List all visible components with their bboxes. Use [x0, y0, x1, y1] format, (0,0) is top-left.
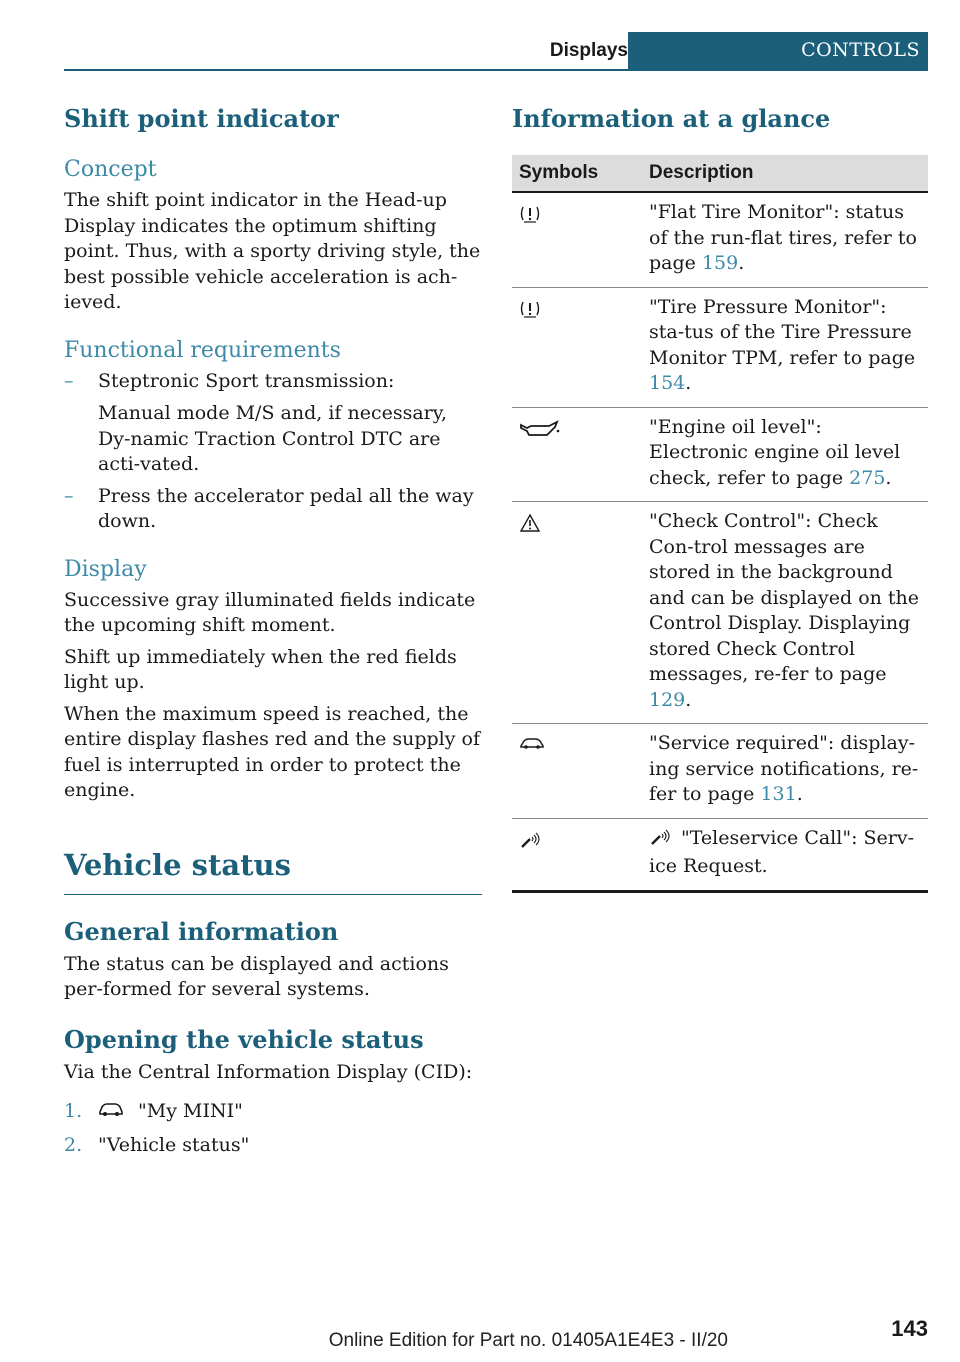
- page-link[interactable]: 131: [760, 783, 797, 805]
- display-text-3: When the maximum speed is reached, the entire display flashes red and the supply of fuel is interrupted in order to protect the engine.: [64, 702, 480, 801]
- symbol-cell: [512, 724, 642, 819]
- symbol-cell: [512, 818, 642, 891]
- section-title: Shift point indicator: [64, 104, 339, 133]
- display-heading: Display: [64, 556, 147, 582]
- list-item: [64, 369, 482, 478]
- description-text: "Check Control": Check Con-trol messages are stored in the background and can be displayed on the Control Display. Displaying stored Check Control messages, re-fer to page: [649, 510, 920, 685]
- description-text: "Tire Pressure Monitor": sta-tus of the Tire Pressure Monitor TPM, refer to page: [649, 295, 916, 369]
- symbols-table: [512, 155, 928, 893]
- page-link[interactable]: 275: [849, 466, 886, 489]
- description-cell: [642, 724, 928, 819]
- page-link[interactable]: 129: [649, 688, 686, 711]
- car-icon: [98, 1099, 124, 1125]
- dash-mark: –: [64, 369, 74, 392]
- symbol-cell: [512, 502, 642, 724]
- display-text-1: Successive gray illuminated fields indicate the upcoming shift moment.: [64, 588, 476, 636]
- description-text: "Flat Tire Monitor": status of the run-flat tires, refer to page: [649, 201, 917, 274]
- description-cell: [642, 192, 928, 287]
- description-cell: [642, 502, 928, 724]
- car-service-icon: [519, 735, 635, 751]
- description-text: "Engine oil level": Electronic engine oil level check, refer to page: [649, 415, 901, 489]
- header-chapter: CONTROLS: [628, 32, 928, 69]
- teleservice-icon: [649, 827, 671, 855]
- warning-triangle-icon: [519, 513, 635, 533]
- description-cell: [642, 407, 928, 502]
- concept-heading: Concept: [64, 157, 157, 182]
- symbol-cell: [512, 192, 642, 287]
- table-section-title: Information at a glance: [512, 104, 831, 133]
- oil-can-icon: [519, 419, 635, 439]
- description-cell: [642, 818, 928, 891]
- symbol-cell: [512, 287, 642, 407]
- page-number: 143: [891, 1316, 928, 1341]
- footer-edition: Online Edition for Part no. 01405A1E4E3 - II/20: [328, 1330, 728, 1351]
- step-number: 2.: [64, 1133, 83, 1156]
- list-item-subtext: Manual mode M/S and, if necessary, Dy-namic Traction Control DTC are acti-vated.: [98, 402, 447, 475]
- table-header-row: [512, 155, 928, 192]
- table-row: [512, 287, 928, 407]
- general-heading: General information: [64, 916, 339, 946]
- steps-list: [64, 1099, 482, 1158]
- concept-text: The shift point indicator in the Head-up Display indicates the optimum shifting point. Thus, with a sporty driving style, the best possible vehicle acceleration is ach-ieved.: [64, 189, 481, 313]
- display-text-2: Shift up immediately when the red fields light up.: [64, 645, 457, 693]
- chapter-title: Vehicle status: [64, 847, 291, 882]
- list-item: [64, 484, 482, 535]
- requirements-heading: Functional requirements: [64, 337, 341, 363]
- table-row: [512, 192, 928, 287]
- page-link[interactable]: 154: [649, 372, 686, 394]
- page-header: [64, 32, 928, 71]
- column-header-description: Description: [642, 155, 928, 192]
- header-section: Displays: [549, 40, 628, 61]
- page-link[interactable]: 159: [701, 252, 739, 274]
- column-header-symbols: Symbols: [512, 155, 642, 192]
- description-end: .: [885, 466, 892, 489]
- step-number: 1.: [64, 1100, 83, 1122]
- list-item-text: Steptronic Sport transmission:: [98, 369, 395, 392]
- table-row: [512, 502, 928, 724]
- description-end: .: [796, 783, 803, 805]
- requirements-list: [64, 369, 482, 535]
- symbol-cell: [512, 407, 642, 502]
- general-text: The status can be displayed and actions per-formed for several systems.: [64, 952, 449, 1000]
- step-text: "My MINI": [138, 1100, 243, 1122]
- description-cell: [642, 287, 928, 407]
- description-text: "Teleservice Call": Serv-ice Request.: [649, 826, 915, 877]
- table-row: [512, 407, 928, 502]
- description-end: .: [685, 688, 692, 711]
- header-rule: [64, 69, 928, 71]
- list-item-text: Press the accelerator pedal all the way down.: [98, 484, 474, 532]
- table-row: [512, 724, 928, 819]
- teleservice-icon: [519, 830, 635, 850]
- tire-warning-icon: [519, 299, 635, 319]
- list-item: [64, 1133, 482, 1159]
- opening-text: Via the Central Information Display (CID):: [64, 1060, 473, 1083]
- description-text: "Service required": display-ing service notifications, re-fer to page: [649, 732, 919, 805]
- list-item: [64, 1099, 482, 1125]
- left-column: [64, 104, 482, 1158]
- right-column: [512, 104, 928, 893]
- table-row: [512, 818, 928, 891]
- description-end: .: [685, 372, 692, 394]
- chapter-rule: [64, 894, 482, 895]
- opening-heading: Opening the vehicle status: [64, 1024, 424, 1054]
- dash-mark: –: [64, 484, 74, 507]
- tire-warning-icon: [519, 204, 635, 224]
- description-end: .: [738, 252, 745, 274]
- step-text: "Vehicle status": [98, 1133, 250, 1156]
